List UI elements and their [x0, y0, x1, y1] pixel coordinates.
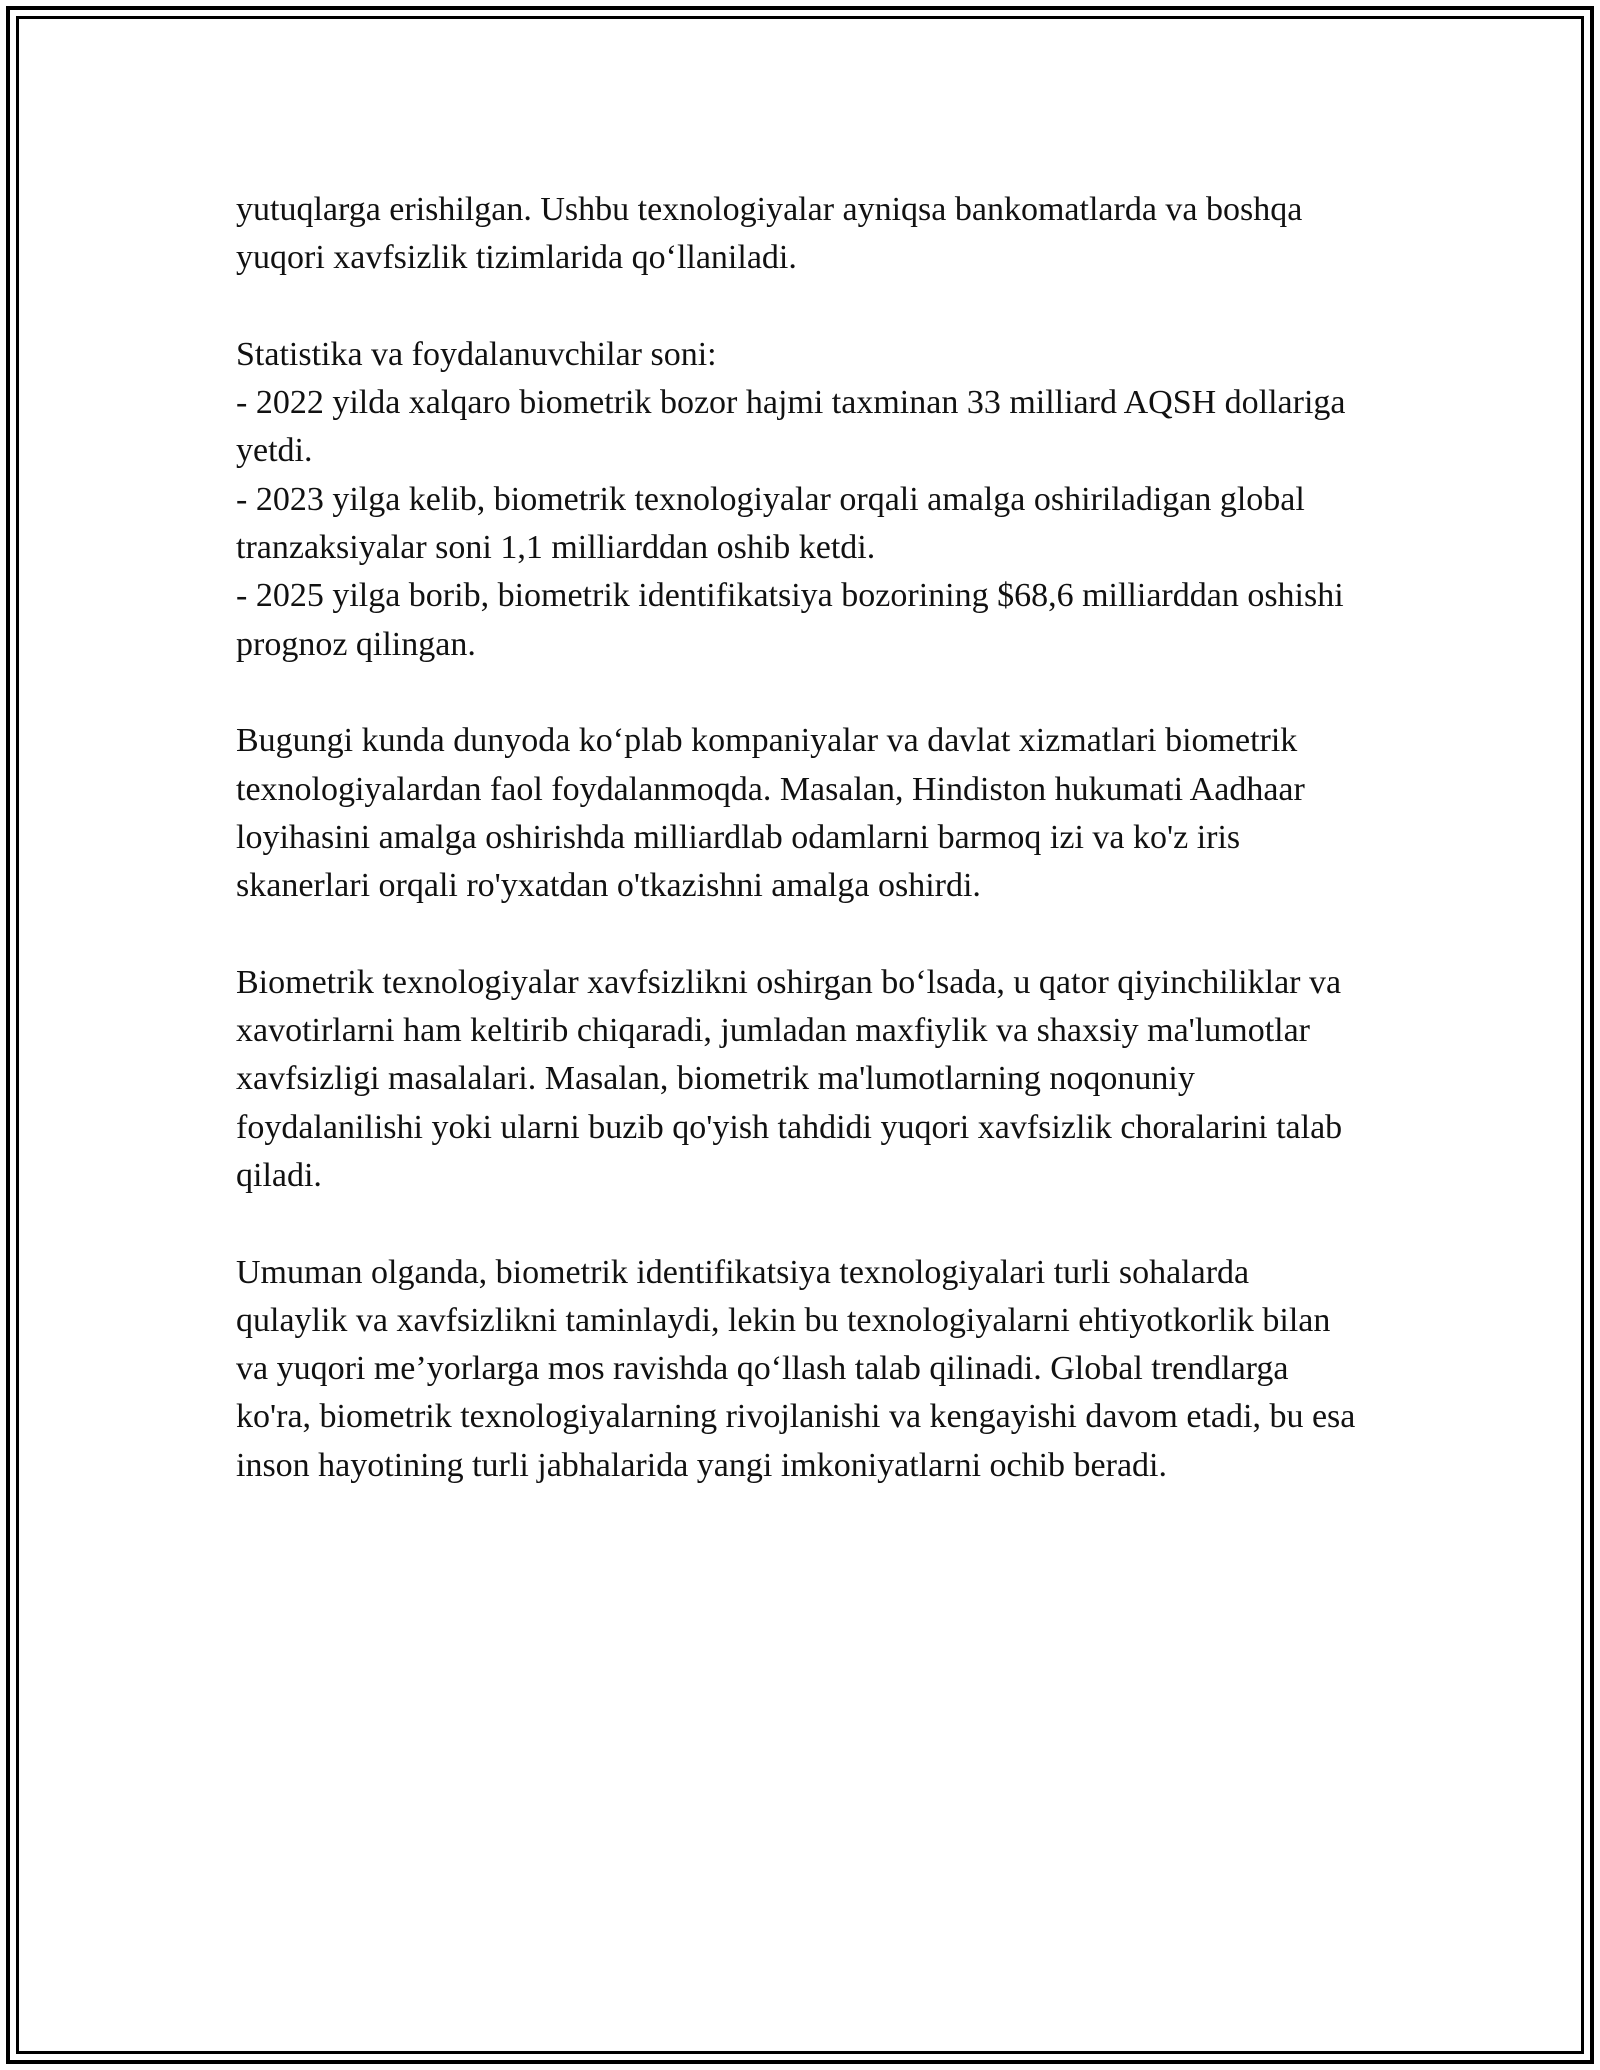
paragraph-intro: yutuqlarga erishilgan. Ushbu texnologiyalar ayniqsa bankomatlarda va boshqa yuqori xavfsizlik tizimlarida qo‘llaniladi. — [236, 191, 1303, 277]
stats-item-2022: - 2022 yilda xalqaro biometrik bozor hajmi taxminan 33 milliard AQSH dollariga yetdi. — [236, 384, 1346, 470]
paragraph-privacy: Biometrik texnologiyalar xavfsizlikni oshirgan bo‘lsada, u qator qiyinchiliklar va xavotirlarni ham keltirib chiqaradi, jumladan maxfiylik va shaxsiy ma'lumotlar xavfsizligi masalalari. Masalan, biometrik ma'lumotlarning noqonuniy foydalanilishi yoki ularni buzib qo'yish tahdidi yuqori xavfsizlik choralarini talab qiladi. — [236, 963, 1343, 1194]
stats-item-2025: - 2025 yilga borib, biometrik identifikatsiya bozorining $68,6 milliarddan oshishi prognoz qilingan. — [236, 577, 1344, 663]
paragraph-spacer — [236, 669, 1366, 717]
paragraph-aadhaar: Bugungi kunda dunyoda ko‘plab kompaniyalar va davlat xizmatlari biometrik texnologiyalardan faol foydalanmoqda. Masalan, Hindiston hukumati Aadhaar loyihasini amalga oshirishda milliardlab odamlarni barmoq izi va ko'z iris skanerlari orqali ro'yxatdan o'tkazishni amalga oshirdi. — [236, 722, 1305, 905]
paragraph-conclusion: Umuman olganda, biometrik identifikatsiya texnologiyalari turli sohalarda qulaylik va xavfsizlikni taminlaydi, lekin bu texnologiyalarni ehtiyotkorlik bilan va yuqori me’yorlarga mos ravishda qo‘llash talab qilinadi. Global trendlarga ko'ra, biometrik texnologiyalarning rivojlanishi va kengayishi davom etadi, bu esa inson hayotining turli jabhalarida yangi imkoniyatlarni ochib beradi. — [236, 1253, 1356, 1484]
stats-item-2023: - 2023 yilga kelib, biometrik texnologiyalar orqali amalga oshiriladigan global tranzaksiyalar soni 1,1 milliarddan oshib ketdi. — [236, 480, 1305, 567]
document-body — [236, 186, 1366, 1538]
stats-heading: Statistika va foydalanuvchilar soni: — [236, 335, 717, 373]
